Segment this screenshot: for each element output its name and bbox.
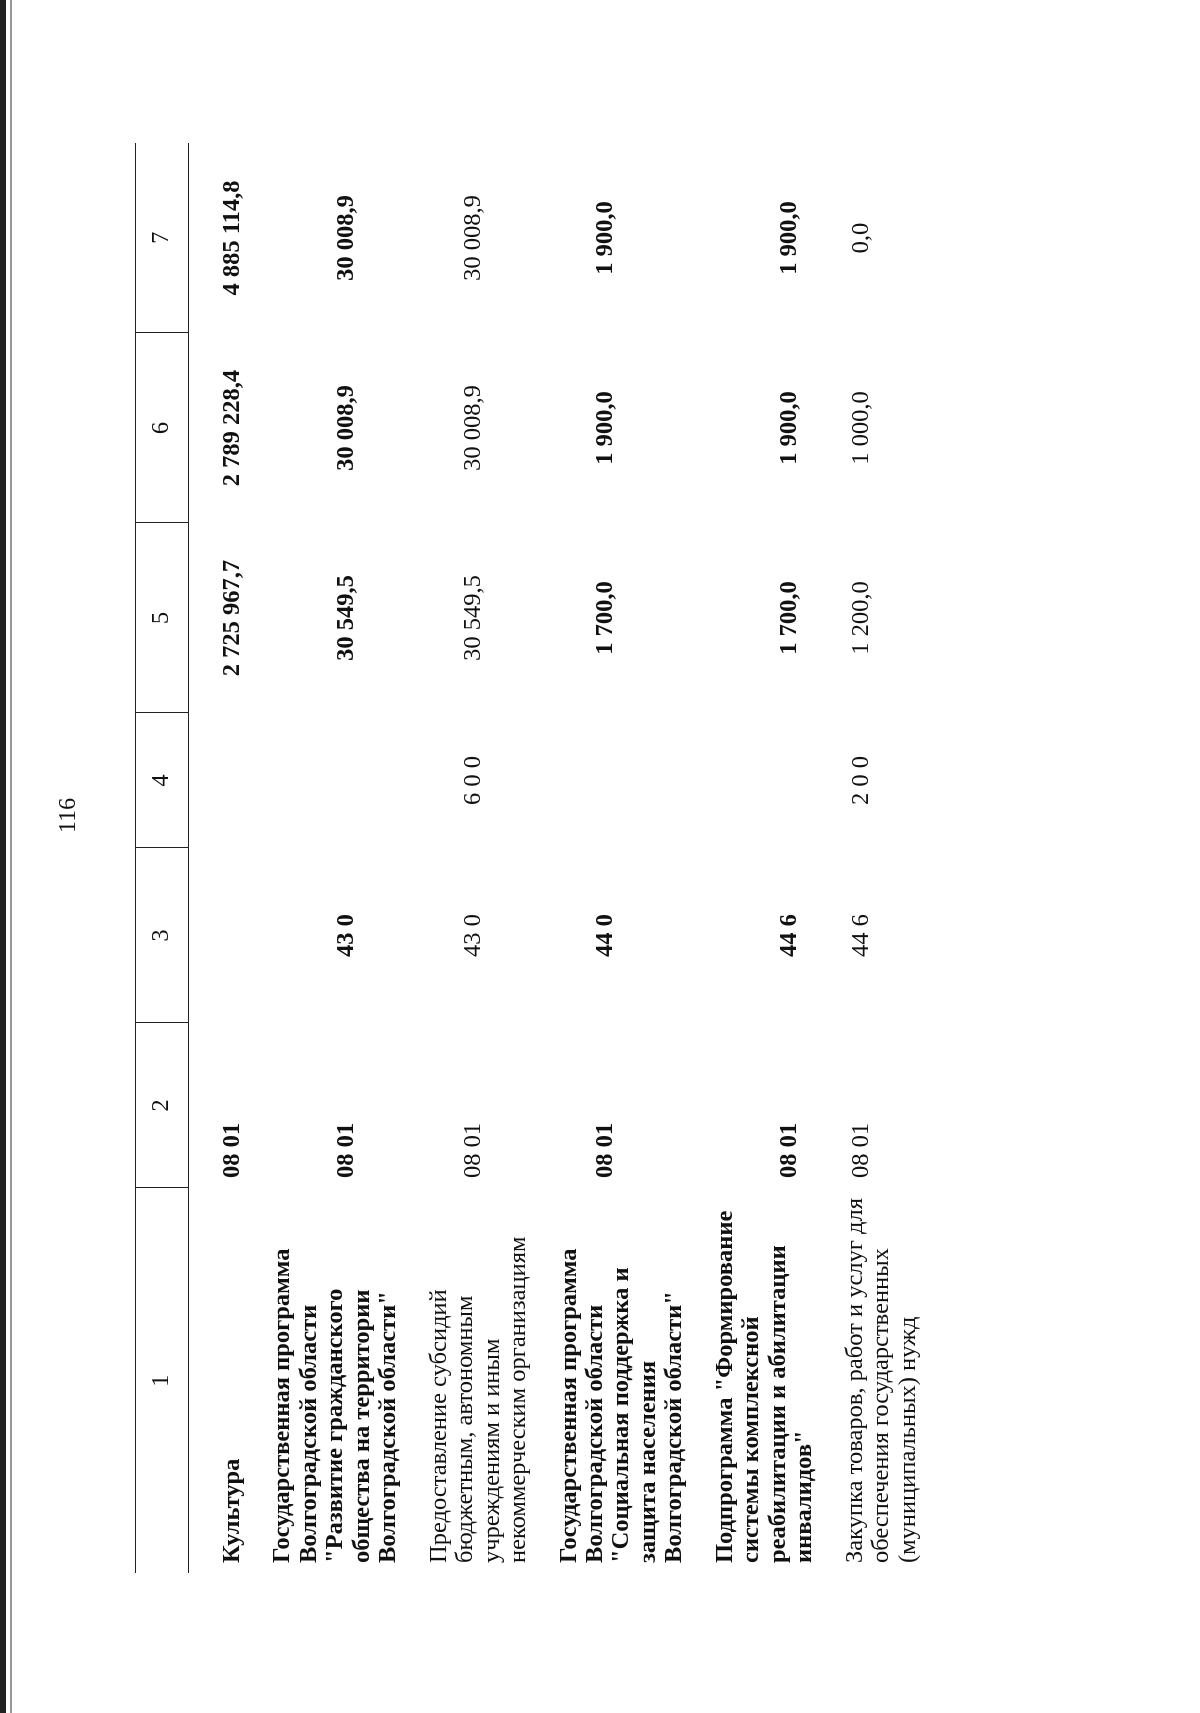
row-section: 08 01 — [774, 1122, 802, 1178]
rotated-page — [40, 93, 1100, 1653]
row-value-5: 30 549,5 — [458, 575, 486, 661]
row-target: 44 6 — [846, 914, 874, 957]
row-expense — [532, 713, 688, 848]
row-target: 43 0 — [458, 914, 486, 957]
col-header-3: 3 — [135, 848, 189, 1023]
row-name: Культура — [218, 1458, 245, 1563]
row-expense: 6 0 0 — [458, 756, 486, 805]
row-section: 08 01 — [590, 1122, 618, 1178]
row-expense — [245, 713, 401, 848]
row-expense: 2 0 0 — [846, 756, 874, 805]
row-name: Закупка товаров, работ и услуг для обеспечения государственных (муниципальных) нужд — [840, 1198, 921, 1563]
row-value-6: 30 008,9 — [458, 385, 486, 471]
row-value-6: 1 900,0 — [590, 391, 618, 465]
row-value-7: 0,0 — [846, 222, 874, 254]
row-value-6: 1 900,0 — [774, 391, 802, 465]
row-value-6: 2 789 228,4 — [218, 369, 245, 487]
row-name: Предоставление субсидий бюджетным, автономным учреждениям и иным некоммерческим организациям — [424, 1236, 532, 1563]
row-value-7: 30 008,9 — [332, 195, 360, 281]
scan-edge-line — [10, 0, 12, 1713]
col-header-5: 5 — [135, 523, 189, 713]
row-section: 08 01 — [846, 1122, 874, 1178]
row-target: 43 0 — [332, 914, 360, 957]
scan-edge — [0, 0, 6, 1713]
col-header-7: 7 — [135, 143, 189, 333]
row-name: Подпрограмма "Формирование системы комплексной реабилитации и абилитации инвалидов" — [710, 1210, 818, 1563]
row-target: 44 6 — [774, 914, 802, 957]
row-expense — [688, 713, 818, 848]
table-row — [402, 143, 532, 1573]
row-value-6: 1 000,0 — [846, 391, 874, 465]
col-header-2: 2 — [135, 1023, 189, 1188]
row-target — [189, 848, 246, 1023]
row-name: Государственная программа Волгоградской области "Развитие гражданского общества на территории Волгоградской области" — [268, 1248, 402, 1563]
row-value-5: 1 700,0 — [774, 581, 802, 655]
row-value-7: 30 008,9 — [458, 195, 486, 281]
row-section: 08 01 — [458, 1122, 486, 1178]
row-section: 08 01 — [218, 1122, 245, 1178]
row-value-6: 30 008,9 — [332, 385, 360, 471]
row-value-7: 4 885 114,8 — [218, 180, 245, 296]
col-header-6: 6 — [135, 333, 189, 523]
table-top-rule — [135, 143, 136, 1573]
row-section: 08 01 — [332, 1122, 360, 1178]
row-value-5: 2 725 967,7 — [218, 559, 245, 677]
row-value-7: 1 900,0 — [590, 201, 618, 275]
row-expense — [189, 713, 246, 848]
header-row — [135, 143, 189, 1573]
row-value-5: 30 549,5 — [332, 575, 360, 661]
row-value-5: 1 700,0 — [590, 581, 618, 655]
page-number: 116 — [55, 797, 81, 833]
table-row — [245, 143, 401, 1573]
row-value-7: 1 900,0 — [774, 201, 802, 275]
col-header-4: 4 — [135, 713, 189, 848]
table-row — [532, 143, 688, 1573]
budget-table — [135, 143, 921, 1573]
row-target: 44 0 — [590, 914, 618, 957]
row-name: Государственная программа Волгоградской области "Социальная поддержка и защита населения Волгоградской области" — [554, 1248, 688, 1563]
col-header-1: 1 — [135, 1188, 189, 1573]
table-row — [189, 143, 246, 1573]
row-value-5: 1 200,0 — [846, 581, 874, 655]
table-row — [818, 143, 921, 1573]
table-row — [688, 143, 818, 1573]
